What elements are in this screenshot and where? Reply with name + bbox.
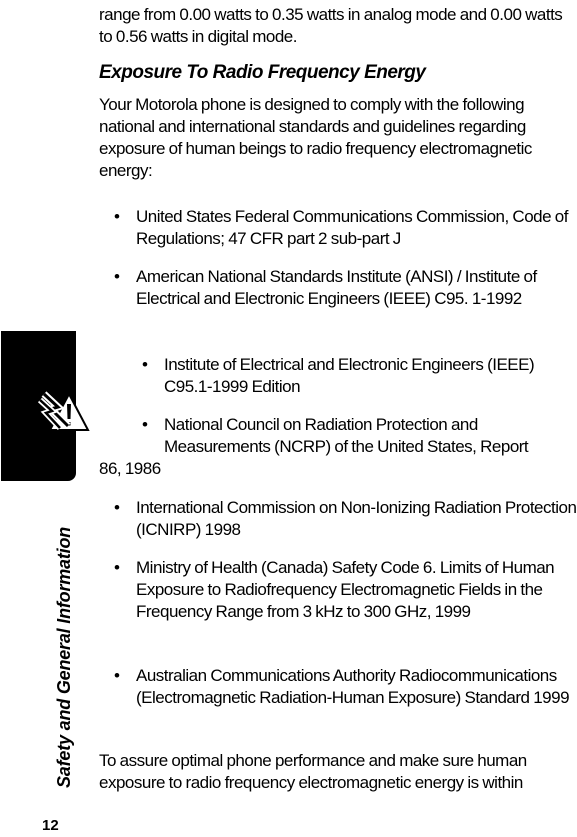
list-item-text: United States Federal Communications Commission, Code of Regulations; 47 CFR part 2 sub-part J	[136, 207, 568, 248]
section-heading: Exposure To Radio Frequency Energy	[99, 62, 426, 83]
warning-lightning-icon	[38, 374, 100, 436]
list-item	[99, 206, 577, 250]
list-item-text: International Commission on Non-Ionizing Radiation Protection (ICNIRP) 1998	[136, 498, 577, 539]
list-item-text: American National Standards Institute (ANSI) / Institute of Electrical and Electronic Engineers (IEEE) C95. 1-1992	[136, 267, 537, 308]
section-title	[50, 492, 78, 792]
list-item	[99, 497, 577, 541]
sub-list-item	[99, 354, 577, 398]
bullet-glyph: •	[114, 267, 120, 286]
bullet-glyph: •	[114, 666, 120, 685]
list-item	[99, 665, 577, 709]
sub-list-item	[99, 414, 577, 480]
list-item-text: Institute of Electrical and Electronic Engineers (IEEE) C95.1-1999 Edition	[164, 355, 535, 396]
bullet-glyph: •	[142, 415, 148, 434]
bullet-glyph: •	[142, 355, 148, 374]
list-item-text: Ministry of Health (Canada) Safety Code 6. Limits of Human Exposure to Radiofrequency Electromagnetic Fields in the Frequency Range from 3 kHz to 300 GHz, 1999	[136, 558, 555, 621]
section-title-text: Safety and General Information	[54, 526, 74, 788]
list-item	[99, 557, 577, 623]
bullet-glyph: •	[114, 558, 120, 577]
closing-paragraph: To assure optimal phone performance and make sure human exposure to radio frequency electromagnetic energy is within	[99, 751, 527, 792]
list-item-text: National Council on Radiation Protection and Measurements (NCRP) of the United States, Report	[164, 415, 529, 456]
list-item	[99, 266, 577, 310]
intro-paragraph: Your Motorola phone is designed to comply with the following national and international standards and guidelines regarding exposure of human beings to radio frequency electromagnetic energy:	[99, 95, 532, 180]
bullet-glyph: •	[114, 207, 120, 226]
bullet-glyph: •	[114, 498, 120, 517]
list-item-continuation: 86, 1986	[99, 459, 161, 478]
page-number: 12	[42, 817, 59, 834]
list-item-text: Australian Communications Authority Radiocommunications (Electromagnetic Radiation-Human Exposure) Standard 1999	[136, 666, 570, 707]
intro-continuation: range from 0.00 watts to 0.35 watts in analog mode and 0.00 watts to 0.56 watts in digital mode.	[99, 5, 563, 46]
